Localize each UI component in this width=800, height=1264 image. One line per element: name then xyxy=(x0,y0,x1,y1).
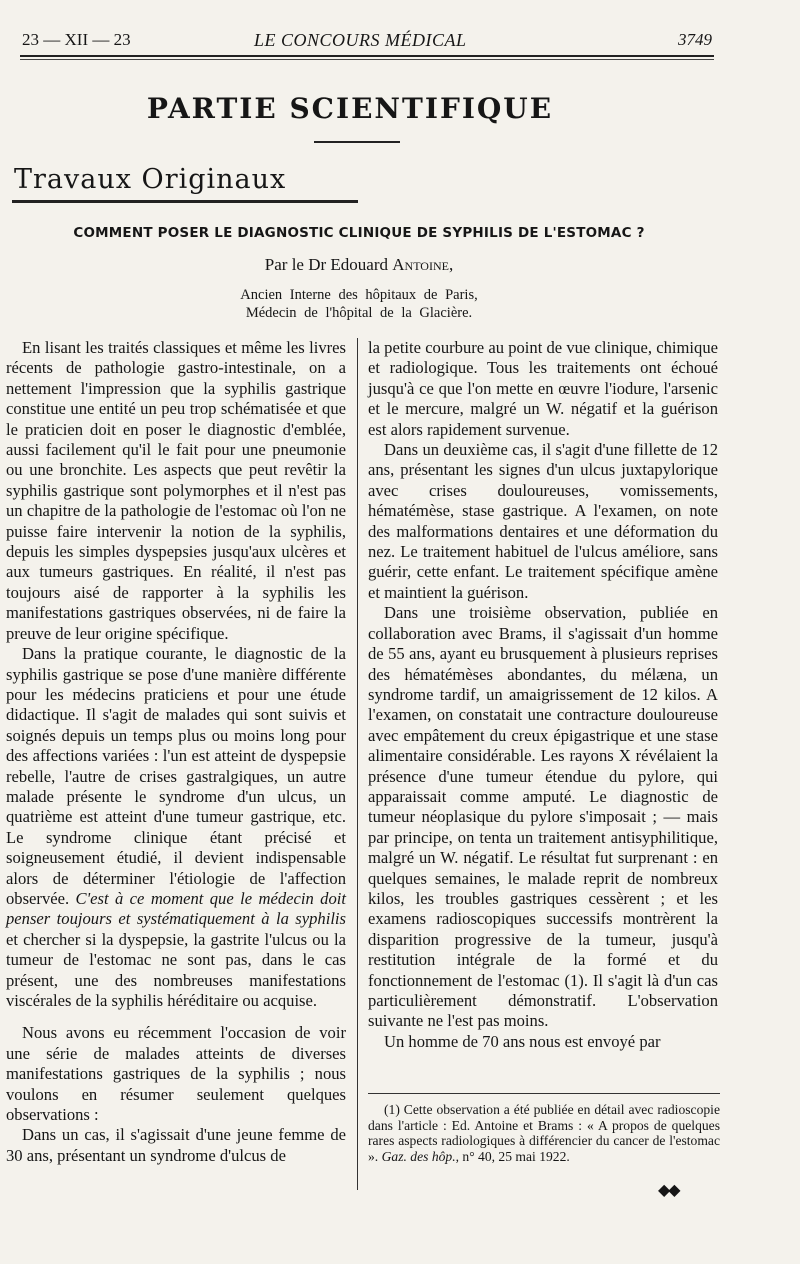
emphasis-text: C'est à ce moment que le médecin doit penser toujours et systématiquement à la syphilis xyxy=(6,888,346,929)
running-head xyxy=(22,30,712,52)
paragraph xyxy=(6,644,346,1011)
end-ornament-icon: ◆◆ xyxy=(658,1180,679,1199)
byline xyxy=(0,255,718,275)
journal-name: LE CONCOURS MÉDICAL xyxy=(254,30,467,50)
left-column xyxy=(6,338,346,1166)
paragraph: Un homme de 70 ans nous est envoyé par xyxy=(384,1031,661,1051)
article-title: COMMENT POSER LE DIAGNOSTIC CLINIQUE DE SYPHILIS DE L'ESTOMAC ? xyxy=(73,225,645,241)
journal-citation: Gaz. des hôp. xyxy=(381,1148,456,1164)
rubric-rule xyxy=(12,200,358,203)
header-rule xyxy=(20,55,714,57)
footnote-rule xyxy=(368,1093,720,1094)
footnote-part: , n° 40, 25 mai 1922. xyxy=(455,1148,570,1164)
paragraph: la petite courbure au point de vue clinique, chimique et radiologique. Tous les traitements ont échoué jusqu'à ce que l'on mette en œuvre l'iodure, l'arsenic et le mercure, malgré un W. négatif et la guérison est alors rapidement survenue. xyxy=(368,338,718,439)
paragraph: En lisant les traités classiques et même les livres récents de pathologie gastro-intestinale, on a nettement l'impression que la syphilis gastrique constitue une entité un peu trop schématisée et que le praticien doit en poser le diagnostic d'emblée, aussi facilement qu'il le fait pour une pneumonie ou une bronchite. Les aspects que peut revêtir la syphilis gastrique sont polymorphes et il n'est pas un chapitre de la pathologie de l'estomac où l'on ne puisse faire intervenir la notion de la syphilis, depuis les simples dyspepsies jusqu'aux ulcères et aux tumeurs gastriques. En réalité, il n'est pas toujours aisé de rapporter à la syphilis les manifestations gastriques observées, ni de faire la preuve de leur origine spécifique. xyxy=(6,338,346,643)
paragraph-text: Dans la pratique courante, le diagnostic de la syphilis gastrique se pose d'une manière différente pour les médecins praticiens et pour une étude didactique. Il s'agit de malades qui sont suivis et soignés depuis un temps plus ou moins long pour des affections variées : l'un est atteint de dyspepsie rebelle, l'autre de crises gastralgiques, un autre malade présente le syndrome d'un ulcus, un quatrième est atteint d'une tumeur gastrique, etc. Le syndrome clinique étant précisé et soigneusement étudié, il devient indispensable alors de déterminer l'étiologie de l'affection observée. xyxy=(6,644,346,908)
rubric-heading: Travaux Originaux xyxy=(14,164,287,195)
right-column xyxy=(368,338,718,1052)
byline-prefix: Par le Dr Edouard xyxy=(264,255,388,274)
footnote-text xyxy=(368,1102,720,1164)
affiliation-line-1: Ancien Interne des hôpitaux de Paris, xyxy=(240,287,478,303)
column-divider xyxy=(357,338,358,1190)
affiliation-line-2: Médecin de l'hôpital de la Glacière. xyxy=(245,305,473,321)
section-title: PARTIE SCIENTIFIQUE xyxy=(146,92,554,125)
paragraph: Dans un deuxième cas, il s'agit d'une fillette de 12 ans, présentant les signes d'un ulcus juxtapylorique avec crises douloureuses, vomissements, hématémèse, stase gastrique. A l'examen, on note des malformations dentaires et une déformation du nez. Le traitement habituel de l'ulcus améliore, sans guérir, cette enfant. Le traitement spécifique amène et maintient la guérison. xyxy=(368,440,718,602)
header-rule-thin xyxy=(20,59,714,60)
paragraph: Dans un cas, il s'agissait d'une jeune femme de 30 ans, présentant un syndrome d'ulcus de xyxy=(6,1125,346,1165)
footnote-part: (1) Cette observation a été publiée en détail avec radioscopie dans l'article : Ed. Antoine et Brams : « A propos de quelques rares aspects radiologiques à différencier du cancer de l'estomac ». xyxy=(368,1102,720,1164)
paragraph-text: et chercher si la dyspepsie, la gastrite l'ulcus ou la tumeur de l'estomac ne sont pas, dans le cas présent, une des nombreuses manifestations viscérales de la syphilis héréditaire ou acquise. xyxy=(6,929,346,1010)
paragraph: Dans une troisième observation, publiée en collaboration avec Brams, il s'agissait d'un homme de 55 ans, ayant eu brusquement à plusieurs reprises des hématémèses abondantes, du mélæna, un syndrome tardif, un amaigrissement de 12 kilos. A l'examen, on constatait une contracture douloureuse avec empâtement du creux épigastrique et une stase alimentaire considérable. Les rayons X révélaient la présence d'une tumeur étendue du pylore, qui apparaissait comme amputé. Le diagnostic de tumeur néoplasique du pylore s'imposait ; — mais par principe, on tenta un traitement antisyphilitique, malgré un W. négatif. Le résultat fut surprenant : en quelques semaines, le malade reprit de nombreux kilos, les troubles gastriques cessèrent ; et les examens radioscopiques successifs montrèrent la disparition progressive de la tumeur, jusqu'à restitution intégrale de la formé et du fonctionnement de l'estomac (1). Il s'agit là d'un cas particulièrement démonstratif. L'observation suivante ne l'est pas moins. xyxy=(368,603,718,1031)
footnote xyxy=(368,1102,720,1164)
issue-date: 23 — XII — 23 xyxy=(22,30,131,49)
paragraph: Nous avons eu récemment l'occasion de voir une série de malades atteints de diverses manifestations gastriques de la syphilis ; nous voulons en résumer seulement quelques observations : xyxy=(6,1023,346,1125)
page-number: 3749 xyxy=(678,30,712,49)
author-name: Antoine, xyxy=(392,255,454,274)
section-title-rule xyxy=(314,141,400,143)
paragraph-gap xyxy=(6,1011,346,1023)
